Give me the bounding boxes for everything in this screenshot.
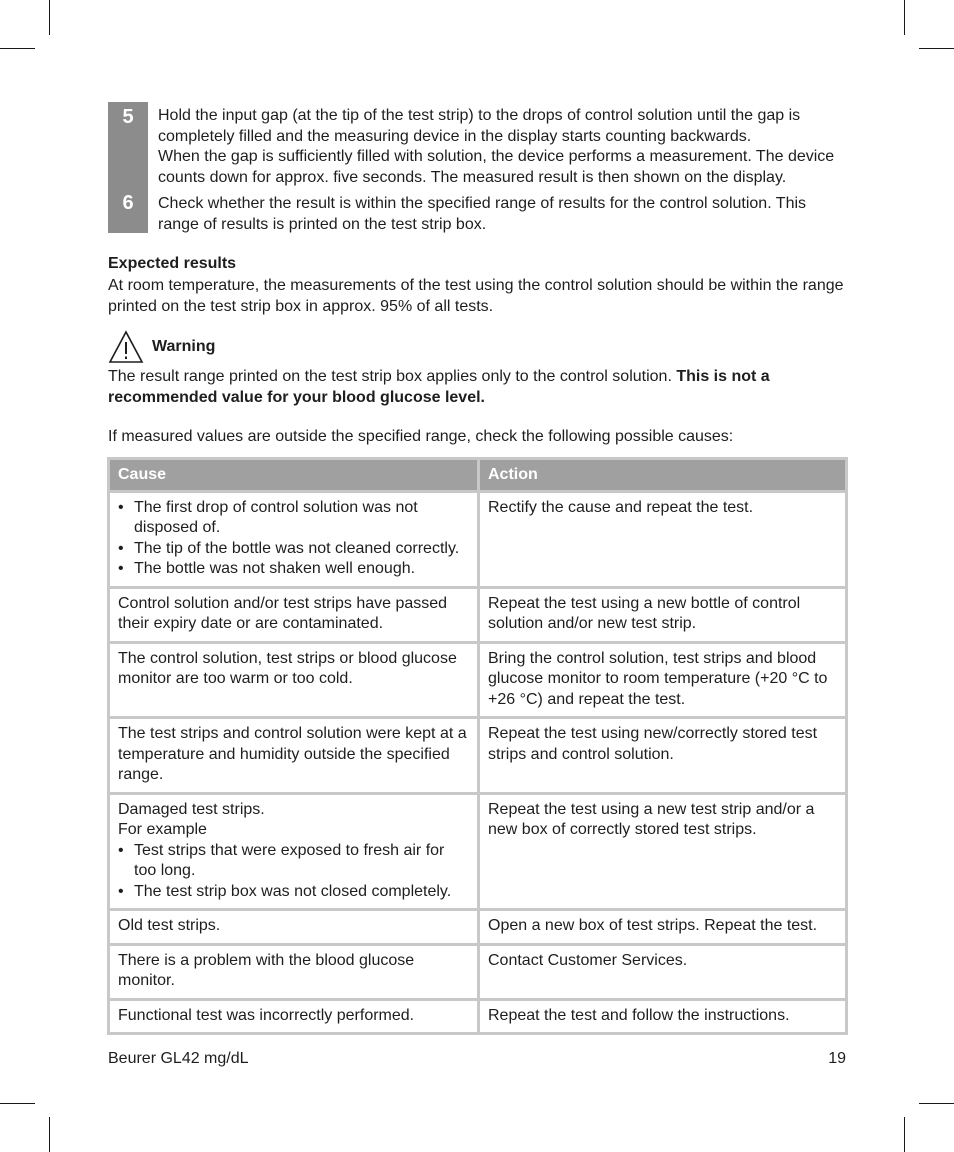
- page-footer: [108, 1050, 846, 1068]
- cause-cell: [110, 493, 477, 586]
- cause-cell: There is a problem with the blood glucose monitor.: [110, 946, 477, 998]
- causes-table: [107, 457, 848, 1036]
- table-row: [110, 1001, 845, 1033]
- cause-bullet: • The bottle was not shaken well enough.: [118, 559, 469, 580]
- table-row: [110, 946, 845, 998]
- crop-mark: [0, 48, 35, 49]
- action-cell: Repeat the test using new/correctly stored test strips and control solution.: [480, 719, 845, 792]
- cause-bullet: • Test strips that were exposed to fresh air for too long.: [118, 841, 469, 882]
- table-row: [110, 644, 845, 717]
- crop-mark: [49, 1117, 50, 1152]
- table-row: [110, 911, 845, 943]
- crop-mark: [919, 1103, 954, 1104]
- cause-cell: Control solution and/or test strips have passed their expiry date or are contaminated.: [110, 589, 477, 641]
- page-content: [108, 102, 846, 1035]
- step-5: [108, 102, 846, 190]
- crop-mark: [0, 1103, 35, 1104]
- table-header-row: [110, 460, 845, 490]
- cause-line: Damaged test strips.: [118, 800, 265, 818]
- column-header-cause: Cause: [110, 460, 477, 490]
- step-text: [158, 102, 846, 190]
- expected-results-heading: Expected results: [108, 255, 237, 272]
- warning-emphasis: This is not a recommended value for your blood glucose level.: [108, 368, 770, 406]
- action-cell: Bring the control solution, test strips and blood glucose monitor to room temperature (+20 °C to +26 °C) and repeat the test.: [480, 644, 845, 717]
- table-row: [110, 795, 845, 909]
- table-row: [110, 493, 845, 586]
- cause-cell: Old test strips.: [110, 911, 477, 943]
- crop-mark: [904, 1117, 905, 1152]
- action-cell: Repeat the test and follow the instructions.: [480, 1001, 845, 1033]
- cause-cell: Functional test was incorrectly performed.: [110, 1001, 477, 1033]
- warning-body: The result range printed on the test strip box applies only to the control solution.: [108, 368, 677, 385]
- warning-label: Warning: [152, 338, 216, 355]
- cause-line: For example: [118, 821, 207, 838]
- action-cell: Open a new box of test strips. Repeat the test.: [480, 911, 845, 943]
- action-cell: Contact Customer Services.: [480, 946, 845, 998]
- cause-list: [118, 841, 469, 903]
- crop-mark: [919, 48, 954, 49]
- action-cell: Repeat the test using a new bottle of control solution and/or new test strip.: [480, 589, 845, 641]
- table-row: [110, 719, 845, 792]
- cause-bullet: • The test strip box was not closed completely.: [118, 882, 469, 903]
- warning-text: [108, 367, 846, 408]
- crop-mark: [49, 0, 50, 35]
- column-header-action: Action: [480, 460, 845, 490]
- cause-cell: The test strips and control solution were kept at a temperature and humidity outside the specified range.: [110, 719, 477, 792]
- action-cell: Repeat the test using a new test strip and/or a new box of correctly stored test strips.: [480, 795, 845, 909]
- step-text: [158, 190, 846, 235]
- step-line: Hold the input gap (at the tip of the test strip) to the drops of control solution until the gap is completely filled and the measuring device in the display starts counting backwards.: [158, 107, 801, 145]
- crop-mark: [904, 0, 905, 35]
- action-cell: Rectify the cause and repeat the test.: [480, 493, 845, 586]
- cause-cell: The control solution, test strips or blood glucose monitor are too warm or too cold.: [110, 644, 477, 717]
- expected-results-text: At room temperature, the measurements of the test using the control solution should be within the range printed on the test strip box in approx. 95% of all tests.: [108, 277, 844, 315]
- step-line: Check whether the result is within the specified range of results for the control solution. This range of results is printed on the test strip box.: [158, 195, 807, 233]
- cause-cell: [110, 795, 477, 909]
- cause-list: [118, 498, 469, 580]
- warning-triangle-icon: [108, 329, 144, 365]
- table-row: [110, 589, 845, 641]
- step-number: 5: [108, 102, 148, 190]
- page-number: 19: [828, 1050, 846, 1067]
- step-line: When the gap is sufficiently filled with solution, the device performs a measurement. The device counts down for approx. five seconds. The measured result is then shown on the display.: [158, 148, 835, 186]
- cause-bullet: • The first drop of control solution was not disposed of.: [118, 498, 469, 539]
- step-6: [108, 190, 846, 235]
- cause-bullet: • The tip of the bottle was not cleaned correctly.: [118, 539, 469, 560]
- table-intro: If measured values are outside the specified range, check the following possible causes:: [108, 428, 734, 445]
- warning-header: [108, 327, 846, 367]
- step-number: 6: [108, 190, 148, 233]
- footer-product: Beurer GL42 mg/dL: [108, 1050, 249, 1067]
